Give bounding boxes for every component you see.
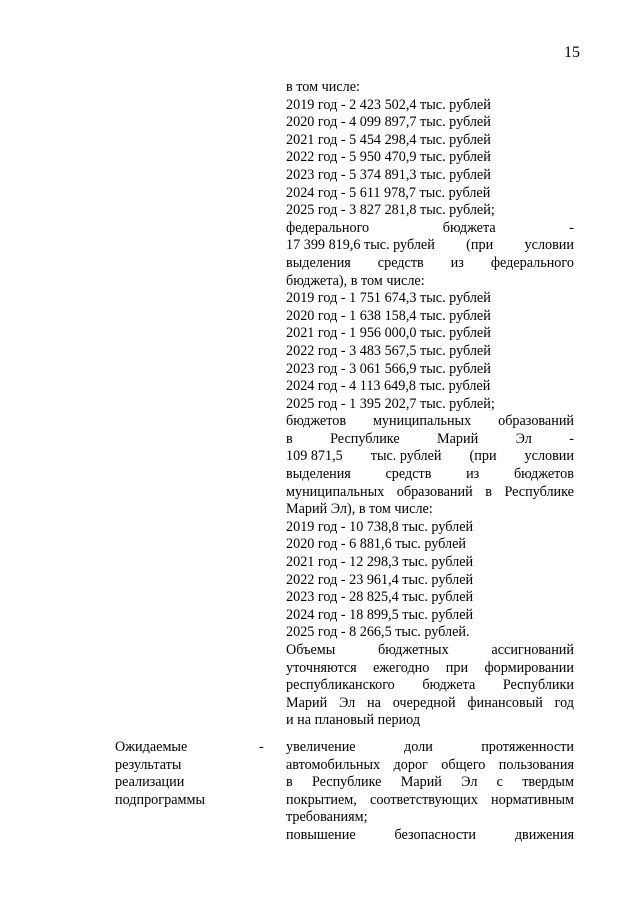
word: автомобильных [286,756,381,773]
year-amount-line: 2019 год - 1 751 674,3 тыс. рублей [286,290,491,307]
word: в [485,483,492,500]
word: Эл [515,430,532,447]
year-amount-line: 2021 год - 1 956 000,0 тыс. рублей [286,325,491,342]
word: бюджета [442,219,496,236]
word: доли [404,739,433,755]
year-amount-line: 2025 год - 3 827 281,8 тыс. рублей; [286,202,495,219]
results-last-line [286,827,574,845]
word: протяженности [481,739,574,755]
year-amount-line: 2020 год - 4 099 897,7 тыс. рублей [286,114,491,131]
federal-text-line [286,220,574,238]
word: из [466,466,480,483]
word: бюджетов [286,413,347,430]
federal-text-line [286,255,574,273]
word: федерального [490,254,574,271]
word: финансовый [467,694,543,711]
word: в [286,430,293,447]
word: бюджета [422,677,476,694]
word: Республике [504,483,574,500]
year-amount-line: 2022 год - 3 483 567,5 тыс. рублей [286,342,491,359]
word: выделения [286,254,351,271]
year-amount-line: 2023 год - 3 061 566,9 тыс. рублей [286,360,491,377]
word: с [496,774,503,791]
word: (при [466,237,494,254]
word: на [367,694,381,711]
municipal-text-line [286,413,574,431]
year-amount-line: 2019 год - 10 738,8 тыс. рублей [286,518,474,535]
word: безопасности [394,826,476,843]
federal-years-list [286,290,574,413]
year-amount-line: 2020 год - 6 881,6 тыс. рублей [286,536,466,553]
results-column [286,739,574,845]
note-paragraph [286,642,574,712]
word: федерального [286,219,370,236]
regional-years-list [286,97,574,220]
year-amount-line: 2022 год - 23 961,4 тыс. рублей [286,571,474,588]
word: республиканского [286,677,395,694]
word: соответствующих [370,791,478,808]
results-line-after: требованиям; [286,809,368,826]
municipal-last-line: Марий Эл), в том числе: [286,501,433,518]
year-amount-line: 2023 год - 28 825,4 тыс. рублей [286,589,474,606]
year-amount-line: 2023 год - 5 374 891,3 тыс. рублей [286,166,491,183]
word: образований [396,483,473,500]
word: муниципальных [372,413,472,430]
year-amount-line: 2019 год - 2 423 502,4 тыс. рублей [286,96,491,113]
word: покрытием, [286,791,357,808]
word: средств [385,466,432,483]
results-dash: - [259,739,264,755]
word: увеличение [286,739,356,755]
word: год [554,694,574,711]
note-text-line [286,677,574,695]
word: бюджетов [513,466,574,483]
municipal-paragraph [286,413,574,501]
results-label-line: реализации [115,774,185,791]
funding-intro: в том числе: [286,79,360,95]
word: Марий [286,694,328,711]
note-last-line: и на плановый период [286,712,421,729]
results-label-line: Ожидаемые [115,739,188,755]
results-text-line [286,792,574,810]
word: - [569,430,574,447]
federal-last-line: бюджета), в том числе: [286,272,425,289]
word: дорог [393,756,428,773]
word: условии [524,237,574,254]
word: выделения [286,466,351,483]
results-label-line: подпрограммы [115,791,205,808]
year-amount-line: 2024 год - 4 113 649,8 тыс. рублей [286,378,491,395]
word: твердым [522,774,574,791]
municipal-text-line [286,448,574,466]
year-amount-line: 2025 год - 1 395 202,7 тыс. рублей; [286,395,495,412]
word: нормативным [491,791,574,808]
word: ассигнований [491,642,574,658]
word: Эл [338,694,356,711]
word: Республике [311,774,382,791]
results-paragraph [286,739,574,809]
word: условии [524,448,574,465]
word: общего [441,756,486,773]
year-amount-line: 2020 год - 1 638 158,4 тыс. рублей [286,307,491,324]
year-amount-line: 2025 год - 8 266,5 тыс. рублей. [286,624,470,641]
note-text-line [286,642,574,660]
municipal-text-line [286,431,574,449]
word: 17 399 819,6 тыс. рублей [286,237,435,254]
municipal-text-line [286,484,574,502]
word: 109 871,5 [286,448,343,465]
word: ежегодно [373,659,430,676]
results-label [115,739,270,809]
results-text-line [286,774,574,792]
word: образований [498,413,574,430]
word: Эл [461,774,478,791]
results-text-line [286,739,574,757]
word: повышение [286,826,356,843]
word: Республики [502,677,574,694]
word: уточняются [286,659,357,676]
federal-text-line [286,237,574,255]
note-text-line [286,660,574,678]
year-amount-line: 2024 год - 5 611 978,7 тыс. рублей [286,184,491,201]
year-amount-line: 2022 год - 5 950 470,9 тыс. рублей [286,149,491,166]
funding-column [286,79,574,730]
federal-paragraph [286,220,574,273]
word: Республике [330,430,400,447]
word: движения [514,826,574,843]
word: тыс. рублей [370,448,442,465]
word: формировании [484,659,574,676]
word: Марий [400,774,442,791]
year-amount-line: 2021 год - 5 454 298,4 тыс. рублей [286,131,491,148]
word: средств [377,254,424,271]
word: очередной [392,694,456,711]
year-amount-line: 2021 год - 12 298,3 тыс. рублей [286,554,474,571]
word: из [450,254,464,271]
word: (при [469,448,497,465]
municipal-text-line [286,466,574,484]
word: Марий [437,430,479,447]
word: при [445,659,469,676]
word: - [569,219,574,236]
word: бюджетных [378,642,449,658]
word: Объемы [286,642,336,658]
word: в [286,774,293,791]
page-number: 15 [564,44,580,61]
year-amount-line: 2024 год - 18 899,5 тыс. рублей [286,606,474,623]
word: муниципальных [286,483,385,500]
note-text-line [286,695,574,713]
municipal-years-list [286,519,574,642]
word: пользования [498,756,574,773]
results-text-line [286,757,574,775]
results-label-line: результаты [115,756,182,773]
